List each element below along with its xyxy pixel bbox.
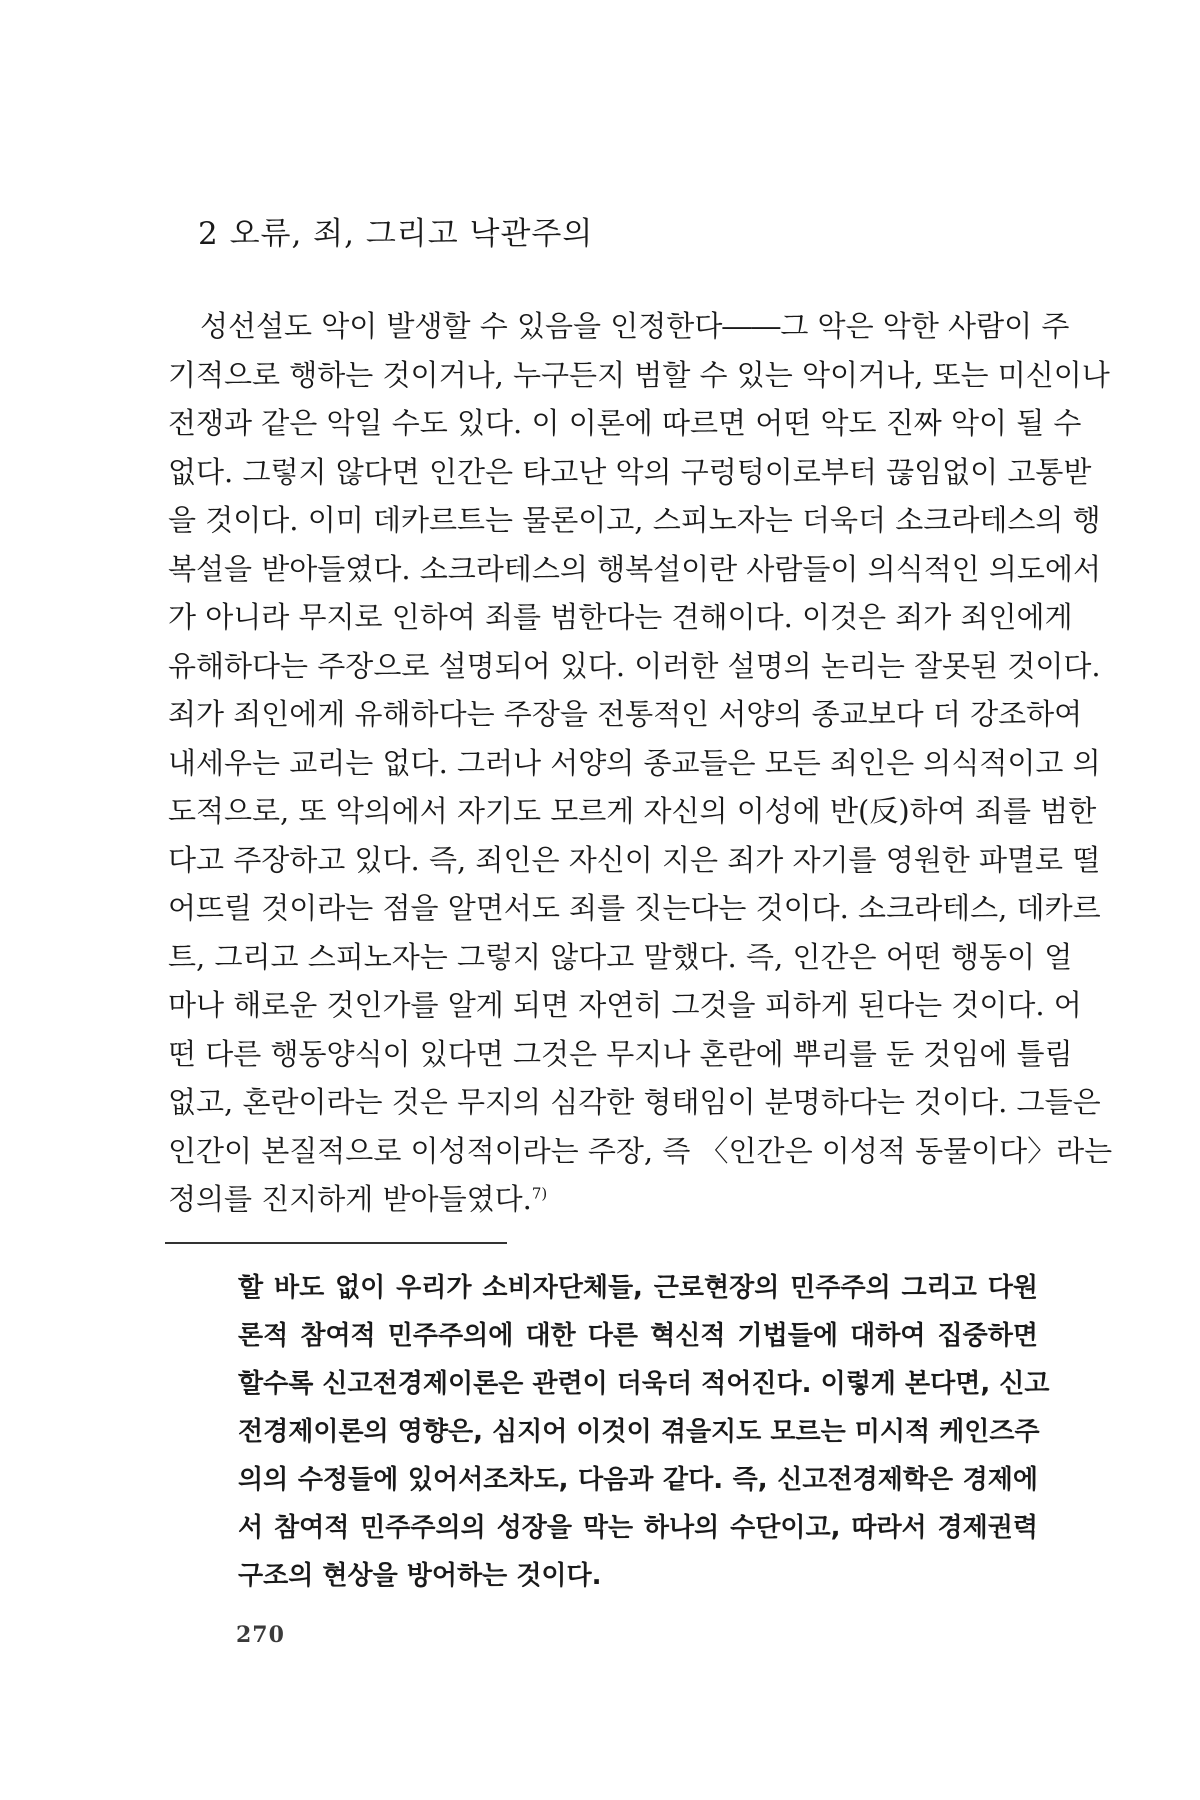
body-line: 복설을 받아들였다. 소크라테스의 행복설이란 사람들이 의식적인 의도에서 bbox=[168, 551, 1101, 586]
footnote-line: 전경제이론의 영향은, 심지어 이것이 겪을지도 모르는 미시적 케인즈주 bbox=[238, 1417, 1040, 1447]
body-line: 유해하다는 주장으로 설명되어 있다. 이러한 설명의 논리는 잘못된 것이다. bbox=[168, 648, 1101, 683]
body-line: 을 것이다. 이미 데카르트는 물론이고, 스피노자는 더욱더 소크라테스의 행 bbox=[168, 503, 1101, 537]
body-line: 기적으로 행하는 것이거나, 누구든지 범할 수 있는 악이거나, 또는 미신이나 bbox=[168, 357, 1110, 392]
body-line: 전쟁과 같은 악일 수도 있다. 이 이론에 따르면 어떤 악도 진짜 악이 될 수 bbox=[168, 406, 1082, 440]
body-line: 인간이 본질적으로 이성적이라는 주장, 즉 〈인간은 이성적 동물이다〉라는 bbox=[168, 1133, 1113, 1168]
footnote-line: 할 바도 없이 우리가 소비자단체들, 근로현장의 민주주의 그리고 다원 bbox=[238, 1273, 1038, 1303]
body-paragraph bbox=[168, 302, 1113, 1224]
body-line: 죄가 죄인에게 유해하다는 주장을 전통적인 서양의 종교보다 더 강조하여 bbox=[168, 697, 1083, 731]
footnote-divider bbox=[165, 1242, 507, 1244]
body-line: 가 아니라 무지로 인하여 죄를 범한다는 견해이다. 이것은 죄가 죄인에게 bbox=[168, 600, 1073, 634]
footnote-line: 론적 참여적 민주주의에 대한 다른 혁신적 기법들에 대하여 집중하면 bbox=[238, 1321, 1038, 1351]
body-line: 마나 해로운 것인가를 알게 되면 자연히 그것을 피하게 된다는 것이다. 어 bbox=[168, 988, 1082, 1022]
footnote-line: 의의 수정들에 있어서조차도, 다음과 같다. 즉, 신고전경제학은 경제에 bbox=[238, 1465, 1038, 1495]
footnote bbox=[238, 1264, 1050, 1600]
body-line-text: 정의를 진지하게 받아들였다. bbox=[168, 1182, 532, 1216]
footnote-line: 구조의 현상을 방어하는 것이다. bbox=[238, 1561, 602, 1591]
body-line: 트, 그리고 스피노자는 그렇지 않다고 말했다. 즉, 인간은 어떤 행동이 얼 bbox=[168, 939, 1073, 974]
body-line: 다고 주장하고 있다. 즉, 죄인은 자신이 지은 죄가 자기를 영원한 파멸로 떨 bbox=[168, 842, 1101, 877]
footnote-reference: 7) bbox=[531, 1184, 548, 1203]
footnote-line: 서 참여적 민주주의의 성장을 막는 하나의 수단이고, 따라서 경제권력 bbox=[238, 1513, 1038, 1543]
body-line: 떤 다른 행동양식이 있다면 그것은 무지나 혼란에 뿌리를 둔 것임에 틀림 bbox=[168, 1036, 1073, 1071]
section-heading: 2 오류, 죄, 그리고 낙관주의 bbox=[198, 216, 594, 252]
footnote-line: 할수록 신고전경제이론은 관련이 더욱더 적어진다. 이렇게 본다면, 신고 bbox=[238, 1369, 1050, 1399]
page-number: 270 bbox=[236, 1622, 285, 1648]
body-line: 도적으로, 또 악의에서 자기도 모르게 자신의 이성에 반(反)하여 죄를 범한 bbox=[168, 794, 1097, 828]
body-line: 없고, 혼란이라는 것은 무지의 심각한 형태임이 분명하다는 것이다. 그들은 bbox=[168, 1085, 1101, 1119]
body-line: 어뜨릴 것이라는 점을 알면서도 죄를 짓는다는 것이다. 소크라테스, 데카르 bbox=[168, 891, 1101, 925]
body-line: 없다. 그렇지 않다면 인간은 타고난 악의 구렁텅이로부터 끊임없이 고통받 bbox=[168, 454, 1092, 489]
body-line: 내세우는 교리는 없다. 그러나 서양의 종교들은 모든 죄인은 의식적이고 의 bbox=[168, 745, 1101, 780]
body-line: 성선설도 악이 발생할 수 있음을 인정한다――그 악은 악한 사람이 주 bbox=[200, 309, 1070, 343]
body-line-last bbox=[168, 1175, 1038, 1224]
